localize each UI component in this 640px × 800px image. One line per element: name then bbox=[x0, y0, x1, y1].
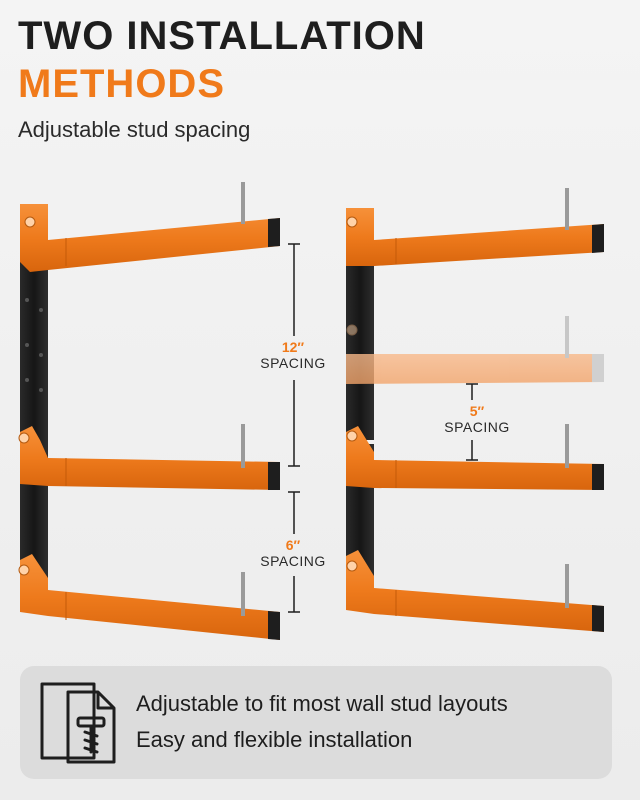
left-spacing-6-value: 6″ bbox=[285, 537, 301, 553]
left-spacing-12-label bbox=[250, 339, 336, 371]
left-arm-bottom bbox=[19, 554, 280, 640]
left-rack bbox=[19, 182, 300, 640]
left-spacing-6-label bbox=[250, 537, 336, 569]
right-spacing-5-label bbox=[434, 403, 520, 435]
left-arm-top bbox=[20, 182, 280, 272]
left-arm-middle bbox=[19, 424, 280, 490]
title-line-1: TWO INSTALLATION bbox=[18, 14, 426, 58]
right-arm-top bbox=[346, 188, 604, 266]
title-line-2: METHODS bbox=[18, 62, 225, 106]
stud-screw-icon bbox=[38, 678, 118, 766]
info-line-2: Easy and flexible installation bbox=[136, 727, 413, 752]
left-spacing-12-word: SPACING bbox=[260, 355, 326, 371]
right-spacing-5-word: SPACING bbox=[444, 419, 510, 435]
info-line-1: Adjustable to fit most wall stud layouts bbox=[136, 691, 508, 716]
left-spacing-6-word: SPACING bbox=[260, 553, 326, 569]
right-arm-ghost bbox=[346, 316, 604, 384]
subtitle: Adjustable stud spacing bbox=[18, 117, 251, 142]
right-arm-bottom bbox=[346, 550, 604, 632]
right-spacing-5-value: 5″ bbox=[469, 403, 485, 419]
info-card bbox=[20, 666, 612, 779]
left-spacing-12-value: 12″ bbox=[281, 339, 305, 355]
